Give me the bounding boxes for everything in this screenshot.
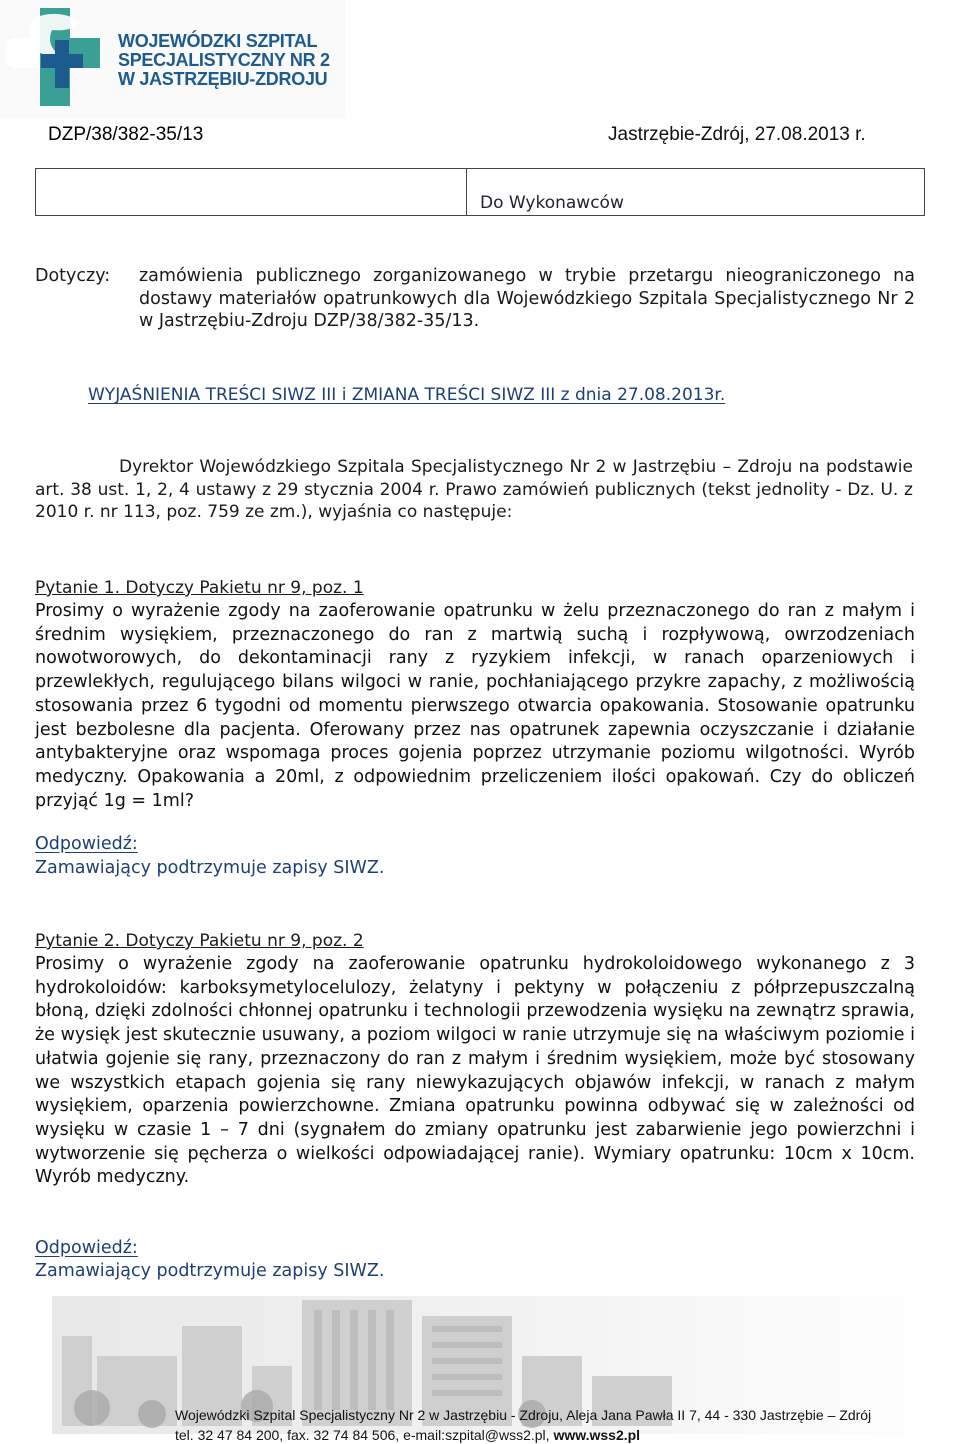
logo-name xyxy=(118,32,348,89)
answer-1-text: Zamawiający podtrzymuje zapisy SIWZ. xyxy=(35,858,385,878)
document-title: WYJAŚNIENIA TREŚCI SIWZ III i ZMIANA TREŚCI SIWZ III z dnia 27.08.2013r. xyxy=(88,385,726,405)
addressee: Do Wykonawców xyxy=(480,193,624,213)
footer-website-link[interactable]: www.wss2.pl xyxy=(553,1427,641,1443)
subject-label: Dotyczy: xyxy=(35,266,111,286)
answer-1-label: Odpowiedź: xyxy=(35,834,138,854)
subject-block xyxy=(35,265,915,333)
question-2-title: Pytanie 2. Dotyczy Pakietu nr 9, poz. 2 xyxy=(35,931,364,951)
addressee-box xyxy=(35,168,925,216)
subject-text: zamówienia publicznego zorganizowanego w trybie przetargu nieograniczonego na dostawy materiałów opatrunkowych dla Wojewódzkiego Szpitala Specjalistycznego Nr 2 w Jastrzębiu-Zdroju DZP/38/382-35/13. xyxy=(139,266,915,331)
answer-2-label: Odpowiedź: xyxy=(35,1238,138,1258)
intro-paragraph: Dyrektor Wojewódzkiego Szpitala Specjalistycznego Nr 2 w Jastrzębiu – Zdroju na podstawie art. 38 ust. 1, 2, 4 ustawy z 29 stycznia 2004 r. Prawo zamówień publicznych (tekst jednolity - Dz. U. z 2010 r. nr 113, poz. 759 ze zm.), wyjaśnia co następuje: xyxy=(35,457,913,522)
footer-address: Wojewódzki Szpital Specjalistyczny Nr 2 w Jastrzębiu - Zdroju, Aleja Jana Pawła II 7, 44 - 330 Jastrzębie – Zdrój xyxy=(175,1407,872,1423)
logo-line-1: WOJEWÓDZKI SZPITAL xyxy=(118,31,318,51)
answer-2-text: Zamawiający podtrzymuje zapisy SIWZ. xyxy=(35,1261,385,1281)
logo-line-2: SPECJALISTYCZNY NR 2 xyxy=(118,50,330,70)
logo-line-3: W JASTRZĘBIU-ZDROJU xyxy=(118,69,328,89)
footer-contact xyxy=(175,1427,640,1443)
place-and-date: Jastrzębie-Zdrój, 27.08.2013 r. xyxy=(608,124,866,145)
question-1-body: Prosimy o wyrażenie zgody na zaoferowanie opatrunku w żelu przeznaczonego do ran z małym i średnim wysiękiem, przeznaczonego do ran z martwią suchą i rozpływową, owrzodzeniach nowotworowych, do dekontaminacji rany z ryzykiem infekcji, w ranach oparzeniowych i przewlekłych, regulującego bilans wilgoci w ranie, pochłaniającego przykre zapachy, z możliwością stosowania przez 6 tygodni od momentu pierwszego otwarcia opakowania. Stosowanie opatrunku jest bezbolesne dla pacjenta. Oferowany przez nas opatrunek zapewnia oczyszczanie i działanie antybakteryjne oraz wspomaga proces gojenia poprzez utrzymanie poziomu wilgotności. Wyrób medyczny. Opakowania a 20ml, z odpowiednim przeliczeniem ilości opakowań. Czy do obliczeń przyjąć 1g = 1ml? xyxy=(35,601,915,811)
document-reference: DZP/38/382-35/13 xyxy=(48,124,204,145)
question-1-title: Pytanie 1. Dotyczy Pakietu nr 9, poz. 1 xyxy=(35,578,364,598)
footer-contact-text: tel. 32 47 84 200, fax. 32 74 84 506, e-mail:szpital@wss2.pl, xyxy=(175,1427,554,1443)
question-2-body: Prosimy o wyrażenie zgody na zaoferowanie opatrunku hydrokoloidowego wykonanego z 3 hydrokoloidów: karboksymetylocelulozy, żelatyny i pektyny w połączeniu z półprzepuszczalną błoną, dzięki zdolności chłonnej opatrunku i technologii przewodzenia wysięku na zewnątrz sprawia, że wysięk jest skutecznie usuwany, a poziom wilgoci w ranie utrzymuje się na właściwym poziomie i ułatwia gojenie się rany, przeznaczony do ran z małym i średnim wysiękiem, może być stosowany we wszystkich etapach gojenia się rany niewykazujących objawów infekcji, w ranach z małym wysiękiem, oparzenia powierzchowne. Zmiana opatrunku powinna odbywać się w zależności od wysięku w czasie 1 – 7 dni (sygnałem do zmiany opatrunku jest zabarwienie jego powierzchni i wytworzenie się pęcherza o wielkości odpowiadającej ranie). Wymiary opatrunku: 10cm x 10cm. Wyrób medyczny. xyxy=(35,954,915,1188)
